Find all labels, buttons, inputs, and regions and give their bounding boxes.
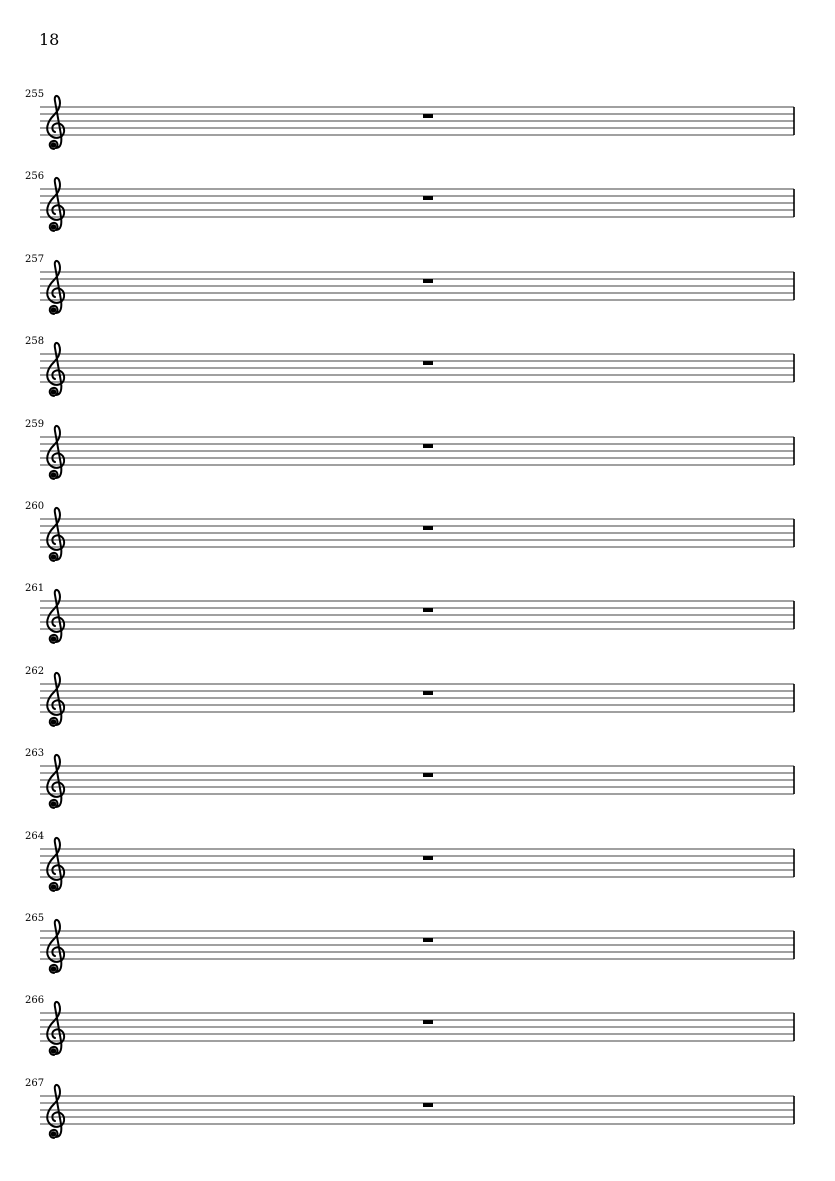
treble-clef-icon — [47, 673, 64, 726]
staff-system — [0, 501, 835, 571]
staff-system — [0, 748, 835, 818]
staff-system — [0, 666, 835, 736]
staff-system — [0, 913, 835, 983]
staff — [0, 336, 835, 406]
staff-system — [0, 583, 835, 653]
staff — [0, 89, 835, 159]
measure-number: 265 — [25, 913, 45, 924]
whole-rest-icon — [423, 1020, 433, 1024]
staff — [0, 666, 835, 736]
whole-rest-icon — [423, 444, 433, 448]
measure-number: 262 — [25, 665, 45, 677]
whole-rest-icon — [423, 938, 433, 942]
whole-rest-icon — [423, 196, 433, 200]
treble-clef-icon — [47, 755, 64, 808]
measure-number: 258 — [25, 336, 45, 348]
staff-system — [0, 1078, 835, 1148]
staff-system — [0, 831, 835, 901]
whole-rest-icon — [423, 1103, 433, 1107]
whole-rest-icon — [423, 773, 433, 777]
whole-rest-icon — [423, 608, 433, 612]
whole-rest-icon — [423, 856, 433, 860]
staff — [0, 831, 835, 901]
treble-clef-icon — [47, 343, 64, 396]
whole-rest-icon — [423, 361, 433, 365]
page-number: 18 — [39, 30, 60, 49]
treble-clef-icon — [47, 96, 64, 149]
staff-system — [0, 89, 835, 159]
measure-number: 263 — [25, 748, 45, 760]
staff — [0, 583, 835, 653]
treble-clef-icon — [47, 590, 64, 643]
staff — [0, 748, 835, 818]
whole-rest-icon — [423, 691, 433, 695]
staff — [0, 1078, 835, 1148]
staff-system — [0, 336, 835, 406]
treble-clef-icon — [47, 1002, 64, 1055]
measure-number: 267 — [25, 1077, 45, 1089]
treble-clef-icon — [47, 178, 64, 231]
staff-system — [0, 995, 835, 1065]
measure-number: 266 — [25, 995, 45, 1007]
measure-number: 256 — [25, 171, 45, 183]
measure-number: 261 — [25, 583, 45, 595]
measure-number: 257 — [25, 253, 45, 265]
measure-number: 260 — [25, 501, 45, 512]
measure-number: 264 — [25, 830, 45, 842]
staff — [0, 995, 835, 1065]
treble-clef-icon — [47, 1085, 64, 1138]
staff-system — [0, 171, 835, 241]
staff-system — [0, 254, 835, 324]
staff — [0, 913, 835, 983]
measure-number: 259 — [25, 418, 45, 430]
treble-clef-icon — [47, 261, 64, 314]
whole-rest-icon — [423, 279, 433, 283]
whole-rest-icon — [423, 526, 433, 530]
whole-rest-icon — [423, 114, 433, 118]
treble-clef-icon — [47, 508, 64, 561]
staff — [0, 171, 835, 241]
staff-system — [0, 419, 835, 489]
treble-clef-icon — [47, 920, 64, 973]
measure-number: 255 — [25, 89, 45, 100]
treble-clef-icon — [47, 425, 64, 478]
staff — [0, 501, 835, 571]
treble-clef-icon — [47, 837, 64, 890]
staff — [0, 419, 835, 489]
staff — [0, 254, 835, 324]
